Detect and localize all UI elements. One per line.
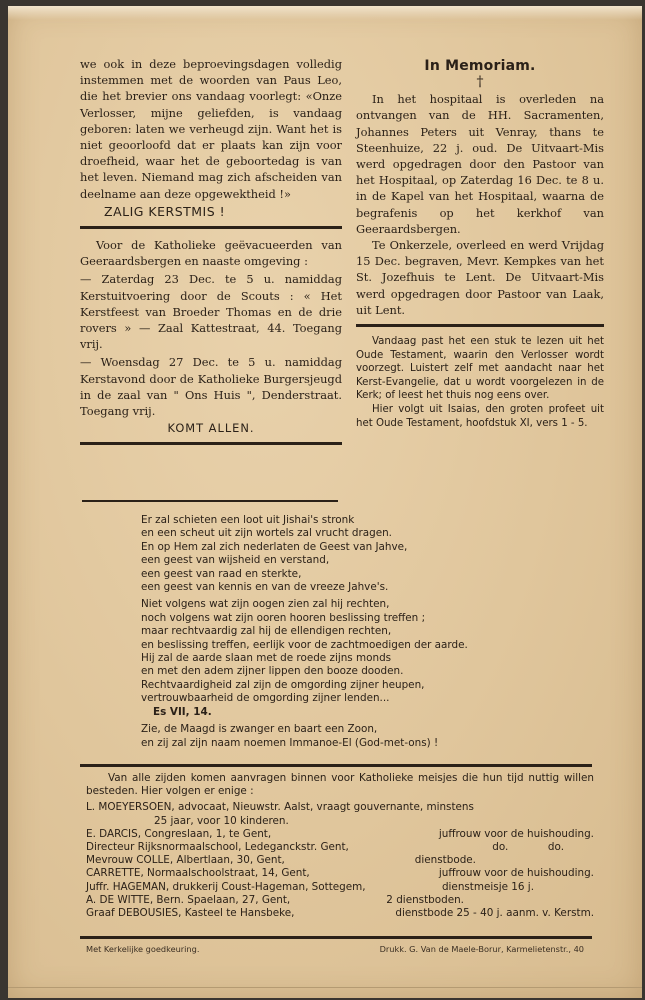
job-entry xyxy=(86,867,594,880)
job-entry-position: dienstbode. xyxy=(414,854,476,867)
left-column xyxy=(80,56,342,453)
scripture-line: Rechtvaardigheid zal zijn de omgording zijner heupen, xyxy=(141,678,425,691)
obituary-peters: In het hospitaal is overleden na ontvangen van de HH. Sacramenten, Johannes Peters uit Venray, thans te Steenhuize, 22 j. oud. De Uitvaart-Mis werd opgedragen door den Pastoor van het Hospitaal, op Zaterdag 16 Dec. te 8 u. in de Kapel van het Hospitaal, waarna de begrafenis op het kerkhof van Geeraardsbergen. xyxy=(356,92,604,236)
scripture-line: noch volgens wat zijn ooren hooren beslissing treffen ; xyxy=(141,611,426,624)
job-entry xyxy=(86,828,594,841)
job-entry-employer: Mevrouw COLLE, Albertlaan, 30, Gent, xyxy=(86,854,285,867)
job-entry xyxy=(86,854,594,867)
scripture-line: en beslissing treffen, eerlijk voor de zachtmoedigen der aarde. xyxy=(141,638,468,651)
section-divider xyxy=(80,226,342,229)
scripture-line: een geest van raad en sterkte, xyxy=(141,567,302,580)
cross-icon: † xyxy=(476,74,484,91)
job-requests xyxy=(86,772,594,920)
scripture-line: een geest van wijsheid en verstand, xyxy=(141,554,330,567)
job-entry-employer: Graaf DEBOUSIES, Kasteel te Hansbeke, xyxy=(86,907,295,920)
event-item-burgersjeugd: — Woensdag 27 Dec. te 5 u. namiddag Kerstavond door de Katholieke Burgersjeugd in de zaal van " Ons Huis ", Denderstraat. Toegang vrij. xyxy=(80,355,342,419)
job-entry xyxy=(86,841,594,854)
scripture-line: en met den adem zijner lippen den booze dooden. xyxy=(141,665,404,678)
event-item-scouts: — Zaterdag 23 Dec. te 5 u. namiddag Kerstuitvoering door de Scouts : « Het Kerstfeest van Broeder Thomas en de drie rovers » — Zaal Kattestraat, 44. Toegang vrij. xyxy=(80,272,342,352)
pope-leo-quote: we ook in deze beproevingsdagen volledig instemmen met de woorden van Paus Leo, die het brevier ons vandaag voorlegt: «Onze Verlosser, mijne geliefden, is vandaag geboren: laten we verheugd zijn. Want het is niet geoorloofd dat er plaats kan zijn voor droefheid, waar het de geboortedag is van het leven. Niemand mag zich afscheiden van deelname aan deze opgewektheid !» xyxy=(80,57,342,201)
job-entry xyxy=(86,907,594,920)
scripture-line: Zie, de Maagd is zwanger en baart een Zoon, xyxy=(141,723,378,736)
obituary-kempkes: Te Onkerzele, overleed en werd Vrijdag 15 Dec. begraven, Mevr. Kempkes van het St. Jozefhuis te Lent. De Uitvaart-Mis werd opgedragen door Pastoor van Laak, uit Lent. xyxy=(356,238,604,317)
section-divider xyxy=(80,442,342,445)
scripture-line: maar rechtvaardig zal hij de ellendigen rechten, xyxy=(141,625,392,638)
ecclesiastical-approval: Met Kerkelijke goedkeuring. xyxy=(86,944,200,954)
scripture-passage xyxy=(141,514,561,750)
job-entry-detail: 25 jaar, voor 10 kinderen. xyxy=(154,814,289,827)
scripture-line: en zij zal zijn naam noemen Immanoe-El (God-met-ons) ! xyxy=(141,736,439,749)
scripture-line: En op Hem zal zich nederlaten de Geest van Jahve, xyxy=(141,540,408,553)
job-entry-position: 2 dienstboden. xyxy=(386,893,464,906)
job-entry-employer: CARRETTE, Normaalschoolstraat, 14, Gent, xyxy=(86,867,310,880)
newspaper-page xyxy=(8,6,642,998)
scripture-reference: Es VII, 14. xyxy=(153,705,212,718)
job-entry-employer: Juffr. HAGEMAN, drukkerij Coust-Hageman, Sottegem, xyxy=(86,880,366,893)
scripture-line: en een scheut uit zijn wortels zal vrucht dragen. xyxy=(141,527,392,540)
job-entry xyxy=(86,894,594,907)
job-entry xyxy=(86,801,594,827)
job-entry-position: juffrouw voor de huishouding. xyxy=(438,867,594,880)
job-entry-employer: E. DARCIS, Congreslaan, 1, te Gent, xyxy=(86,827,272,840)
scripture-line: Er zal schieten een loot uit Jishai's stronk xyxy=(141,514,355,526)
job-entry-position: do. do. xyxy=(492,841,564,854)
scripture-line: een geest van kennis en van de vreeze Jahve's. xyxy=(141,581,389,594)
section-divider xyxy=(356,324,604,327)
job-entry-employer: A. DE WITTE, Bern. Spaelaan, 27, Gent, xyxy=(86,893,291,906)
job-entry-position: dienstmeisje 16 j. xyxy=(441,880,534,893)
in-memoriam-heading: In Memoriam. xyxy=(424,58,536,74)
scripture-line: Hij zal de aarde slaan met de roede zijns monds xyxy=(141,652,392,665)
isaias-intro: Hier volgt uit Isaias, den groten profeet uit het Oude Testament, hoofdstuk XI, vers 1 - 5. xyxy=(356,404,604,429)
right-column xyxy=(356,58,604,430)
closing-call: KOMT ALLEN. xyxy=(167,421,255,436)
scripture-intro: Vandaag past het een stuk te lezen uit het Oude Testament, waarin den Verlosser wordt voorzegt. Luistert zelf met aandacht naar het Kerst-Evangelie, dat u wordt voorgelezen in de Kerk; of leest het thuis nog eens over. xyxy=(356,336,604,402)
section-divider xyxy=(82,500,338,502)
section-divider xyxy=(80,764,592,767)
job-requests-intro: Van alle zijden komen aanvragen binnen voor Katholieke meisjes die hun tijd nuttig willen besteden. Hier volgen er enige : xyxy=(86,772,594,798)
footer-divider xyxy=(80,936,592,939)
scripture-line: vertrouwbaarheid de omgording zijner lenden... xyxy=(141,692,390,705)
job-entry-position: dienstbode 25 - 40 j. aanm. v. Kerstm. xyxy=(395,907,594,920)
job-entry-employer: Directeur Rijksnormaalschool, Ledeganckstr. Gent, xyxy=(86,841,349,854)
job-entry-position: juffrouw voor de huishouding. xyxy=(438,827,594,840)
christmas-greeting: ZALIG KERSTMIS ! xyxy=(104,203,226,219)
job-entry xyxy=(86,881,594,894)
scripture-line: Niet volgens wat zijn oogen zien zal hij rechten, xyxy=(141,598,390,611)
printer-credit: Drukk. G. Van de Maele-Borur, Karmelietenstr., 40 xyxy=(379,944,584,954)
notice-intro: Voor de Katholieke geëvacueerden van Geeraardsbergen en naaste omgeving : xyxy=(80,238,342,269)
job-entry-employer: L. MOEYERSOEN, advocaat, Nieuwstr. Aalst, vraagt gouvernante, minstens xyxy=(86,801,474,814)
